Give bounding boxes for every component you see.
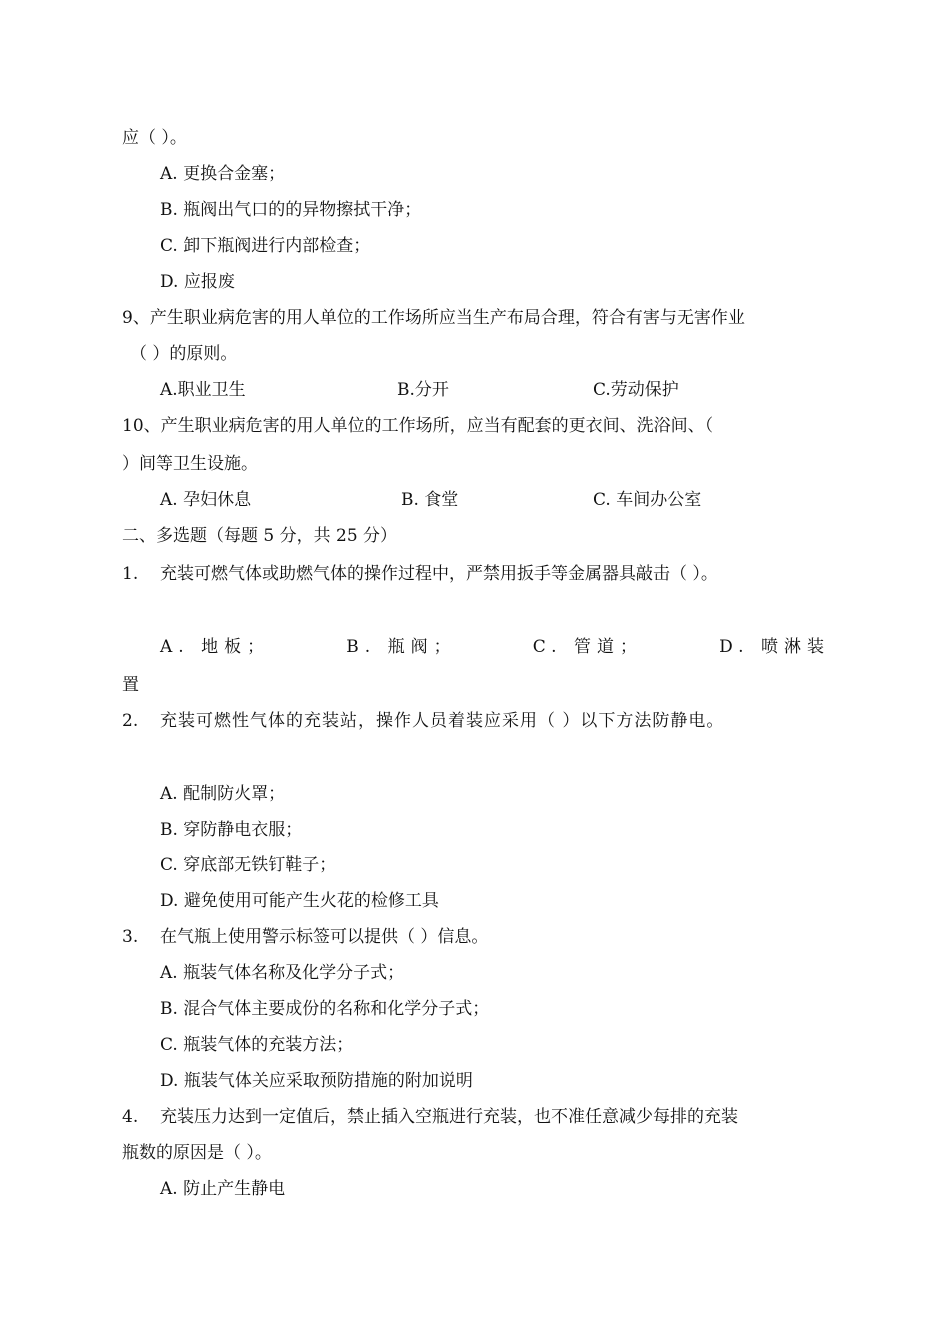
q8-stem-tail: 应（ ）。 [122,128,187,148]
m3-option-a: A. 瓶装气体名称及化学分子式； [160,963,405,983]
q10-option-b: B. 食堂 [401,490,459,510]
m2-option-c: C. 穿底部无铁钉鞋子； [160,855,337,875]
m1-option-a: A. 地板； [160,637,271,657]
m3-option-c: C. 瓶装气体的充装方法； [160,1035,354,1055]
m4-stem: 充装压力达到一定值后，禁止插入空瓶进行充装，也不准任意减少每排的充装 [160,1107,738,1127]
m2-option-a: A. 配制防火罩； [160,784,286,804]
q10-stem-line2: ）间等卫生设施。 [122,454,258,474]
m2-option-b: B. 穿防静电衣服； [160,820,303,840]
m2-number: 2. [122,711,139,731]
m1-option-wrap: 置 [122,675,139,695]
m1-options-row [160,635,830,659]
m3-stem: 在气瓶上使用警示标签可以提供（ ）信息。 [160,927,489,947]
q9-option-b: B.分开 [397,380,449,400]
m2-option-d: D. 避免使用可能产生火花的检修工具 [160,891,439,911]
m1-option-c: C. 管道； [532,637,643,657]
q8-option-a: A. 更换合金塞； [160,164,286,184]
m1-option-b: B. 瓶阀； [346,637,457,657]
m4-number: 4. [122,1107,139,1127]
q10-option-c: C. 车间办公室 [593,490,702,510]
m4-option-a: A. 防止产生静电 [160,1179,286,1199]
q9-stem-line2: （ ）的原则。 [130,344,238,364]
q10-stem-line1: 10、产生职业病危害的用人单位的工作场所，应当有配套的更衣间、洗浴间、（ [122,416,714,436]
m3-number: 3. [122,927,139,947]
m2-stem: 充装可燃性气体的充装站，操作人员着装应采用（ ）以下方法防静电。 [160,711,725,731]
q9-stem-line1: 9、产生职业病危害的用人单位的工作场所应当生产布局合理，符合有害与无害作业 [122,308,745,328]
m3-option-b: B. 混合气体主要成份的名称和化学分子式； [160,999,490,1019]
q9-option-c: C.劳动保护 [593,380,679,400]
m4-stem-line2: 瓶数的原因是（ ）。 [122,1143,272,1163]
m1-number: 1. [122,564,139,584]
m1-stem: 充装可燃气体或助燃气体的操作过程中，严禁用扳手等金属器具敲击（ ）。 [160,564,718,584]
q8-option-b: B. 瓶阀出气口的的异物擦拭干净； [160,200,422,220]
q8-option-d: D. 应报废 [160,272,235,292]
section2-heading: 二、多选题（每题 5 分，共 25 分） [122,526,398,546]
m1-option-d: D. 喷淋装 [719,637,830,657]
m3-option-d: D. 瓶装气体关应采取预防措施的附加说明 [160,1071,473,1091]
q9-option-a: A.职业卫生 [160,380,246,400]
q10-option-a: A. 孕妇休息 [160,490,252,510]
q8-option-c: C. 卸下瓶阀进行内部检查； [160,236,371,256]
